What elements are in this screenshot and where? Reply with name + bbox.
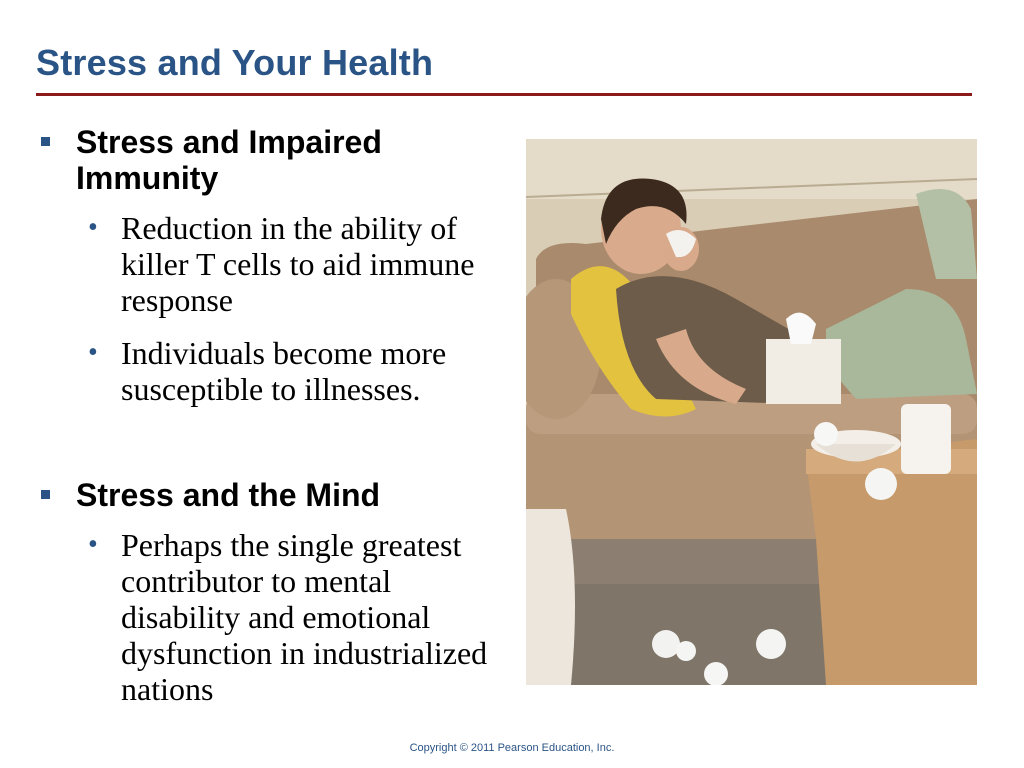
- bullet-item: [36, 335, 516, 407]
- round-bullet-icon: •: [88, 212, 98, 243]
- bullet-item: [36, 210, 516, 318]
- bullet-item: [36, 527, 516, 707]
- bullet-text: Individuals become more susceptible to illnesses.: [121, 335, 447, 407]
- round-bullet-icon: •: [88, 337, 98, 368]
- section-heading-immunity: [36, 124, 516, 196]
- copyright-footer: Copyright © 2011 Pearson Education, Inc.: [409, 742, 615, 754]
- section-heading-mind: [36, 477, 516, 513]
- square-bullet-icon: [41, 137, 50, 146]
- photo-illustration: [526, 139, 977, 685]
- section-heading-text: Stress and the Mind: [76, 477, 381, 513]
- section-heading-text: Stress and Impaired Immunity: [76, 124, 382, 196]
- round-bullet-icon: •: [88, 529, 98, 560]
- square-bullet-icon: [41, 490, 50, 499]
- title-divider: [36, 93, 972, 96]
- bullet-text: Perhaps the single greatest contributor to mental disability and emotional dysfunction in industrialized nations: [121, 527, 488, 707]
- sick-man-on-couch-photo: [526, 139, 977, 685]
- slide-content: [36, 124, 516, 707]
- slide-title: Stress and Your Health: [36, 42, 434, 83]
- bullet-text: Reduction in the ability of killer T cells to aid immune response: [121, 210, 475, 318]
